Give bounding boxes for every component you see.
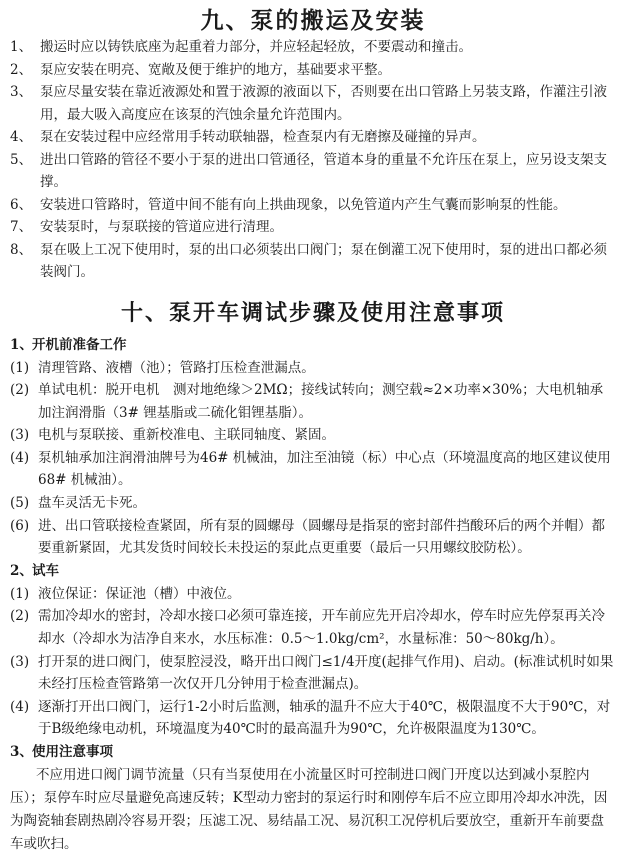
item-text: 液位保证：保证池（槽）中液位。 (38, 585, 241, 602)
subsection-number: 3、 (10, 744, 33, 760)
item-text: 电机与泵联接、重新校准电、主联同轴度、紧固。 (38, 427, 335, 444)
list-item (10, 696, 616, 741)
item-text: 进出口管路的管径不要小于泵的进出口管通径，管道本身的重量不允许压在泵上，应另设支架支撑。 (40, 151, 607, 190)
subsection-number: 2、 (10, 562, 33, 579)
list-item (10, 424, 616, 447)
item-number: (4) (10, 449, 30, 466)
section-9-list (10, 36, 616, 284)
item-number: (1) (10, 359, 30, 376)
subsection-title: 开机前准备工作 (32, 336, 127, 353)
item-number: (2) (10, 608, 30, 625)
subsection-3-paragraph: 不应用进口阀门调节流量（只有当泵使用在小流量区时可控制进口阀门开度以达到减小泵腔内压）；泵停车时应尽量避免高速反转；K型动力密封的泵运行时和刚停车后不应立即用冷却水冲洗，因为陶瓷轴套剧热剧冷容易开裂；压滤工况、易结晶工况、易沉积工况停机后要放空，重新开车前要盘车或吹扫。 (10, 767, 608, 852)
section-10-title: 十、泵开车调试步骤及使用注意事项 (120, 299, 505, 326)
subsection-2-heading (10, 560, 616, 583)
item-number: (3) (10, 427, 30, 444)
item-text: 单试电机：脱开电机 测对地绝缘＞2MΩ；接线试转向；测空载≈2×功率×30%；大电机轴承加注润滑脂（3# 锂基脂或二硫化钼锂基脂）。 (38, 382, 604, 421)
subsection-2-list (10, 583, 616, 741)
item-number: (1) (10, 585, 30, 602)
list-item (10, 651, 616, 696)
list-item (10, 194, 616, 217)
item-text: 泵机轴承加注润滑油牌号为46# 机械油，加注至油镜（标）中心点（环境温度高的地区建议使用68# 机械油）。 (38, 449, 611, 489)
item-number: 5、 (10, 151, 33, 168)
item-number: 7、 (10, 219, 33, 235)
subsection-title: 试车 (32, 562, 59, 579)
list-item (10, 239, 616, 284)
item-number: 1、 (10, 39, 33, 55)
item-text: 泵在吸上工况下使用时，泵的出口必须装出口阀门；泵在倒灌工况下使用时，泵的进出口都必须装阀门。 (40, 241, 607, 280)
list-item (10, 605, 616, 650)
item-text: 安装进口管路时，管道中间不能有向上拱曲现象，以免管道内产生气囊而影响泵的性能。 (40, 196, 567, 213)
item-text: 安装泵时，与泵联接的管道应进行清理。 (40, 219, 283, 235)
subsection-1-heading (10, 334, 616, 357)
subsection-3-heading (10, 741, 616, 764)
item-text: 泵在安装过程中应经常用手转动联轴器，检查泵内有无磨擦及碰撞的异声。 (40, 129, 486, 145)
item-text: 泵应尽量安装在靠近液源处和置于液源的液面以下，否则要在出口管路上另装支路，作灌注引液用，最大吸入高度应在该泵的汽蚀余量允许范围内。 (40, 84, 607, 123)
list-item (10, 126, 616, 149)
item-number: (6) (10, 517, 30, 534)
item-text: 进、出口管联接检查紧固，所有泵的圆螺母（圆螺母是指泵的密封部件挡酸环后的两个并帽）都要重新紧固，尤其发货时间较长未投运的泵此点更重要（最后一只用螺纹胶防松）。 (38, 517, 605, 557)
item-text: 盘车灵活无卡死。 (38, 495, 146, 512)
list-item (10, 357, 616, 380)
section-9-title: 九、泵的搬运及安装 (200, 7, 426, 34)
item-number: (2) (10, 382, 30, 399)
item-text: 打开泵的进口阀门，使泵腔浸没，略开出口阀门≤1/4开度(起排气作用)、启动。(标准试机时如果未经打压检查管路第一次仅开几分钟用于检查泄漏点)。 (38, 653, 614, 693)
item-text: 需加冷却水的密封，冷却水接口必须可靠连接，开车前应先开启冷却水，停车时应先停泵再关冷却水（冷却水为洁净自来水，水压标准：0.5～1.0kg/cm²，水量标准：50～80kg/h）。 (38, 608, 605, 648)
list-item (10, 492, 616, 515)
item-text: 搬运时应以铸铁底座为起重着力部分，并应轻起轻放，不要震动和撞击。 (40, 39, 472, 55)
item-text: 逐渐打开出口阀门，运行1-2小时后监测，轴承的温升不应大于40℃，极限温度不大于90℃，对于B级绝缘电动机，环境温度为40℃时的最高温升为90℃，允许极限温度为130℃。 (38, 698, 611, 738)
item-text: 泵应安装在明亮、宽敞及便于维护的地方，基础要求平整。 (40, 61, 391, 78)
item-number: 3、 (10, 84, 33, 100)
item-number: 8、 (10, 241, 33, 258)
subsection-number: 1、 (10, 336, 33, 353)
list-item (10, 379, 616, 424)
list-item (10, 216, 616, 239)
subsection-1-list (10, 357, 616, 560)
item-number: 4、 (10, 129, 33, 145)
list-item (10, 81, 616, 126)
item-number: (4) (10, 698, 30, 715)
list-item (10, 447, 616, 492)
list-item (10, 36, 616, 59)
item-number: 6、 (10, 196, 33, 213)
item-text: 清理管路、液槽（池）；管路打压检查泄漏点。 (38, 359, 315, 376)
list-item (10, 59, 616, 82)
subsection-title: 使用注意事项 (32, 744, 113, 760)
list-item (10, 515, 616, 560)
item-number: (3) (10, 653, 30, 670)
item-number: (5) (10, 495, 30, 512)
list-item (10, 149, 616, 194)
list-item (10, 583, 616, 606)
item-number: 2、 (10, 61, 33, 78)
